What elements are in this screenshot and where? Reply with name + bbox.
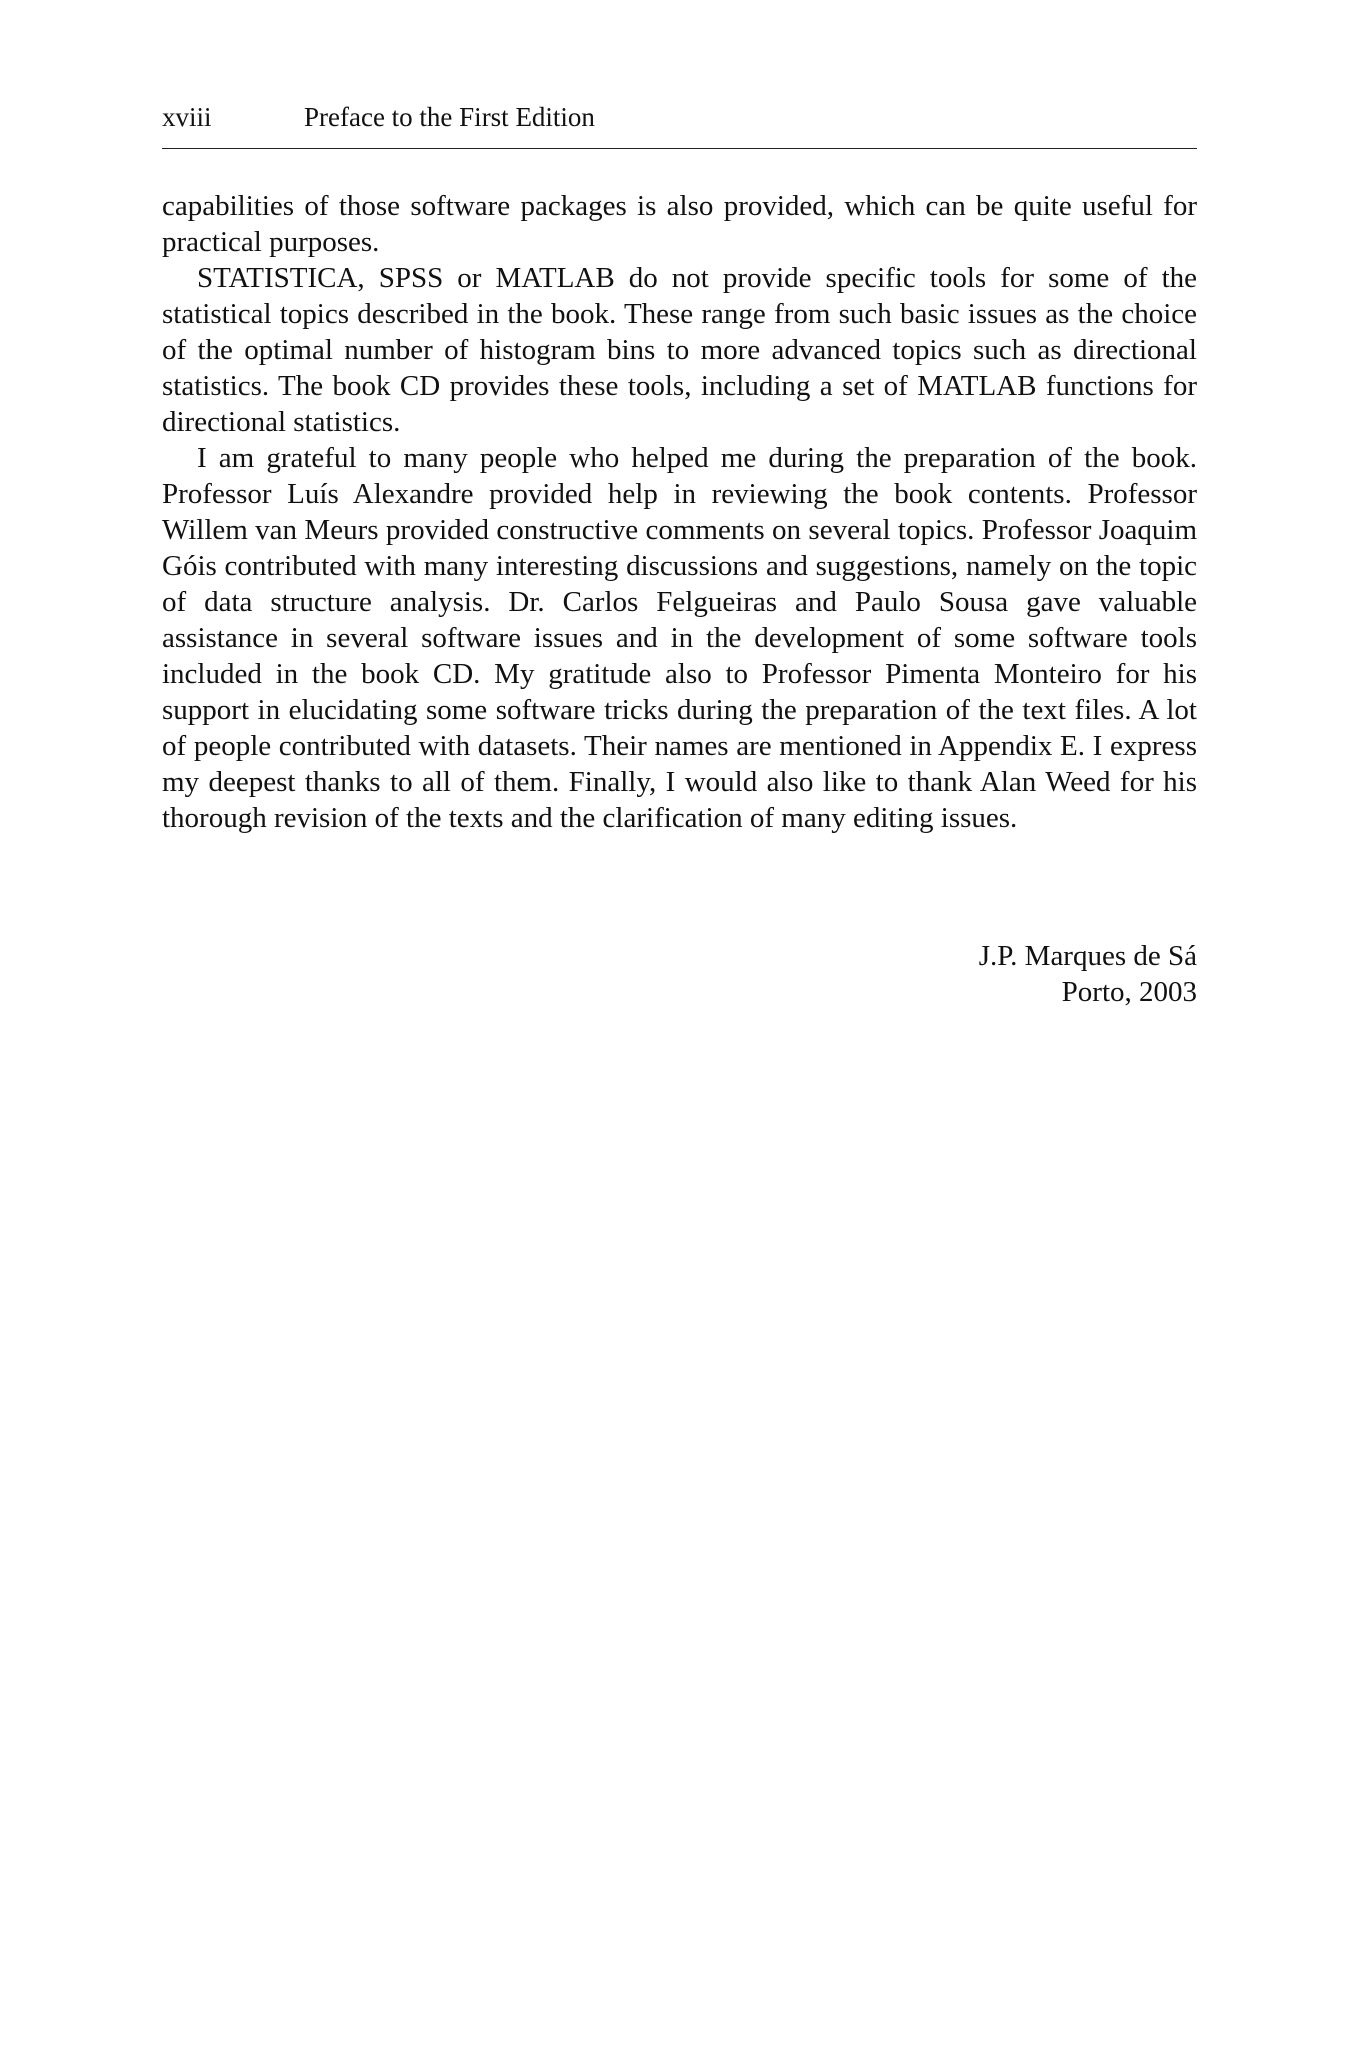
paragraph-software-tools: STATISTICA, SPSS or MATLAB do not provide specific tools for some of the statistical topics described in the book. These range from such basic issues as the choice of the optimal number of histogram bins to more advanced topics such as directional statistics. The book CD provides these tools, including a set of MATLAB functions for directional statistics.: [162, 262, 1197, 438]
running-head: [162, 100, 1197, 134]
body-text: [162, 188, 1197, 836]
signature-block: [162, 938, 1197, 1010]
header-rule: [162, 148, 1197, 149]
paragraph-acknowledgements: I am grateful to many people who helped me during the preparation of the book. Professor Luís Alexandre provided help in reviewing the book contents. Professor Willem van Meurs provided constructive comments on several topics. Professor Joaquim Góis contributed with many interesting discussions and suggestions, namely on the topic of data structure analysis. Dr. Carlos Felgueiras and Paulo Sousa gave valuable assistance in several software issues and in the development of some software tools included in the book CD. My gratitude also to Professor Pimenta Monteiro for his support in elucidating some software tricks during the preparation of the text files. A lot of people contributed with datasets. Their names are mentioned in Appendix E. I express my deepest thanks to all of them. Finally, I would also like to thank Alan Weed for his thorough revision of the texts and the clarification of many editing issues.: [162, 442, 1197, 834]
paragraph-continuation: capabilities of those software packages is also provided, which can be quite useful for practical purposes.: [162, 190, 1197, 258]
author-name: J.P. Marques de Sá: [978, 940, 1197, 972]
running-title: Preface to the First Edition: [304, 102, 595, 132]
place-and-year: Porto, 2003: [1061, 976, 1197, 1008]
page-number: xviii: [162, 102, 212, 132]
